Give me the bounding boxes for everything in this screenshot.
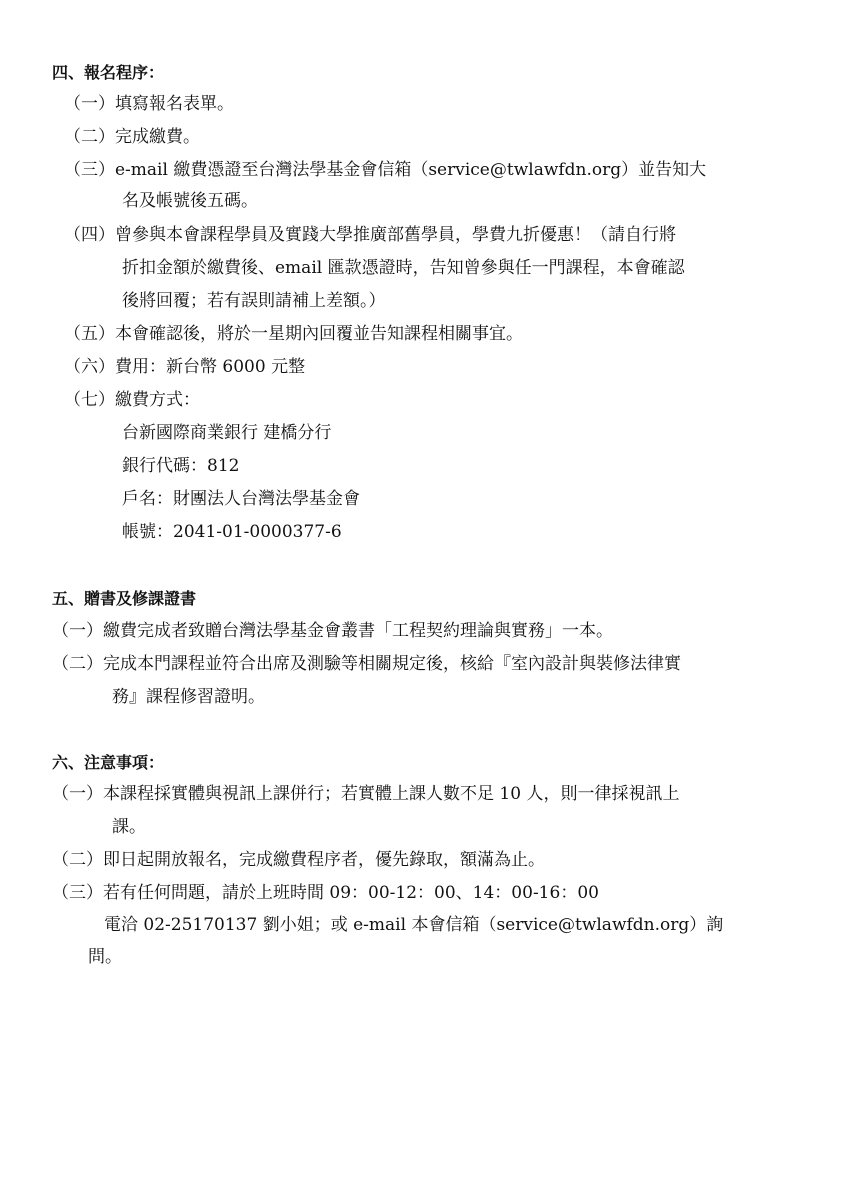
section4-item-5: （五）本會確認後，將於一星期內回覆並告知課程相關事宜。 — [64, 324, 523, 344]
section4-item-4: （四）曾參與本會課程學員及實踐大學推廣部舊學員，學費九折優惠！（請自行將 — [64, 225, 676, 245]
account-holder: 戶名：財團法人台灣法學基金會 — [122, 489, 360, 509]
section4-item-4-cont-2: 後將回覆；若有誤則請補上差額。） — [122, 291, 386, 311]
section4-heading: 四、報名程序： — [52, 63, 165, 82]
bank-name: 台新國際商業銀行 建橋分行 — [122, 423, 332, 443]
bank-code: 銀行代碼：812 — [122, 456, 240, 476]
section6-item-1: （一）本課程採實體與視訊上課併行；若實體上課人數不足 10 人，則一律採視訊上 — [52, 784, 680, 804]
section5-item-1: （一）繳費完成者致贈台灣法學基金會叢書「工程契約理論與實務」一本。 — [52, 621, 613, 641]
section4-item-3-cont: 名及帳號後五碼。 — [122, 191, 258, 211]
section4-item-1: （一）填寫報名表單。 — [64, 94, 234, 114]
section6-item-2: （二）即日起開放報名，完成繳費程序者，優先錄取，額滿為止。 — [52, 850, 545, 870]
account-number: 帳號：2041-01-0000377-6 — [122, 522, 342, 542]
section4-item-7: （七）繳費方式： — [64, 390, 200, 410]
section4-item-2: （二）完成繳費。 — [64, 127, 200, 147]
section6-item-1-cont: 課。 — [112, 817, 146, 837]
section5-item-2-cont: 務』課程修習證明。 — [112, 687, 265, 707]
section6-heading: 六、注意事項： — [52, 753, 165, 772]
section6-item-3: （三）若有任何問題，請於上班時間 09：00-12：00、14：00-16：00 — [52, 883, 599, 903]
section4-item-4-cont-1: 折扣金額於繳費後、email 匯款憑證時，告知曾參與任一門課程，本會確認 — [122, 258, 685, 278]
section6-item-3-cont-2: 問。 — [88, 947, 122, 967]
section4-item-3: （三）e-mail 繳費憑證至台灣法學基金會信箱（service@twlawfdn.org）並告知大 — [64, 160, 707, 180]
section4-item-6: （六）費用：新台幣 6000 元整 — [64, 357, 306, 377]
section6-item-3-cont: 電洽 02-25170137 劉小姐；或 e-mail 本會信箱（service@twlawfdn.org）詢 — [104, 915, 724, 935]
section5-item-2: （二）完成本門課程並符合出席及測驗等相關規定後，核給『室內設計與裝修法律實 — [52, 654, 681, 674]
section5-heading: 五、贈書及修課證書 — [52, 589, 197, 608]
